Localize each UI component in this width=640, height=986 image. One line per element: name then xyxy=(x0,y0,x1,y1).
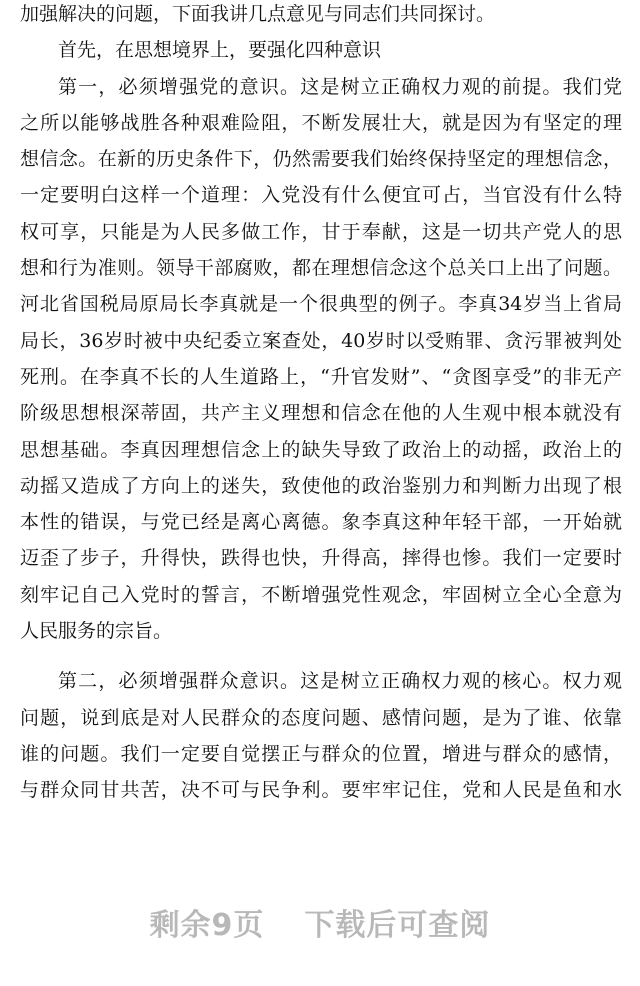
body-text xyxy=(20,0,622,809)
text-line: 死刑。在李真不长的人生道路上，“升官发财”、“贪图享受”的非无产 xyxy=(20,365,622,388)
text-line: 一定要明白这样一个道理：入党没有什么便宜可占，当官没有什么特 xyxy=(20,184,622,207)
text-line: 动摇又造成了方向上的迷失，致使他的政治鉴别力和判断力出现了根 xyxy=(20,474,622,497)
paragraph-gap xyxy=(20,649,622,663)
download-to-view-label: 下载后可查阅 xyxy=(304,908,491,943)
download-banner[interactable] xyxy=(0,900,640,944)
text-line: 首先，在思想境界上，要强化四种意识 xyxy=(58,39,382,62)
text-line: 河北省国税局原局长李真就是一个很典型的例子。李真34岁当上省局 xyxy=(20,293,622,316)
text-line: 想和行为准则。领导干部腐败，都在理想信念这个总关口上出了问题。 xyxy=(20,257,622,280)
text-line: 想信念。在新的历史条件下，仍然需要我们始终保持坚定的理想信念， xyxy=(20,148,622,171)
text-line: 权可享，只能是为人民多做工作，甘于奉献，这是一切共产党人的思 xyxy=(20,220,622,243)
text-line: 加强解决的问题，下面我讲几点意见与同志们共同探讨。 xyxy=(20,3,496,25)
text-line: 第二，必须增强群众意识。这是树立正确权力观的核心。权力观 xyxy=(58,670,622,693)
text-line: 迈歪了步子，升得快，跌得也快，升得高，摔得也惨。我们一定要时 xyxy=(20,547,622,570)
text-line: 与群众同甘共苦，决不可与民争利。要牢牢记住，党和人民是鱼和水 xyxy=(20,779,622,802)
text-line: 之所以能够战胜各种艰难险阻，不断发展壮大，就是因为有坚定的理 xyxy=(20,111,622,134)
text-line: 第一，必须增强党的意识。这是树立正确权力观的前提。我们党 xyxy=(58,75,622,98)
text-line: 局长，36岁时被中央纪委立案查处，40岁时以受贿罪、贪污罪被判处 xyxy=(20,329,622,352)
text-line: 人民服务的宗旨。 xyxy=(20,620,173,643)
remaining-pages-label: 剩余9页 xyxy=(149,908,265,943)
text-line: 思想基础。李真因理想信念上的缺失导致了政治上的动摇，政治上的 xyxy=(20,438,622,461)
text-line: 本性的错误，与党已经是离心离德。象李真这种年轻干部，一开始就 xyxy=(20,511,622,534)
text-line: 刻牢记自己入党时的誓言，不断增强党性观念，牢固树立全心全意为 xyxy=(20,583,622,606)
text-line: 谁的问题。我们一定要自觉摆正与群众的位置，增进与群众的感情， xyxy=(20,742,622,765)
text-line: 问题，说到底是对人民群众的态度问题、感情问题，是为了谁、依靠 xyxy=(20,706,622,729)
text-line: 阶级思想根深蒂固，共产主义理想和信念在他的人生观中根本就没有 xyxy=(20,402,622,425)
